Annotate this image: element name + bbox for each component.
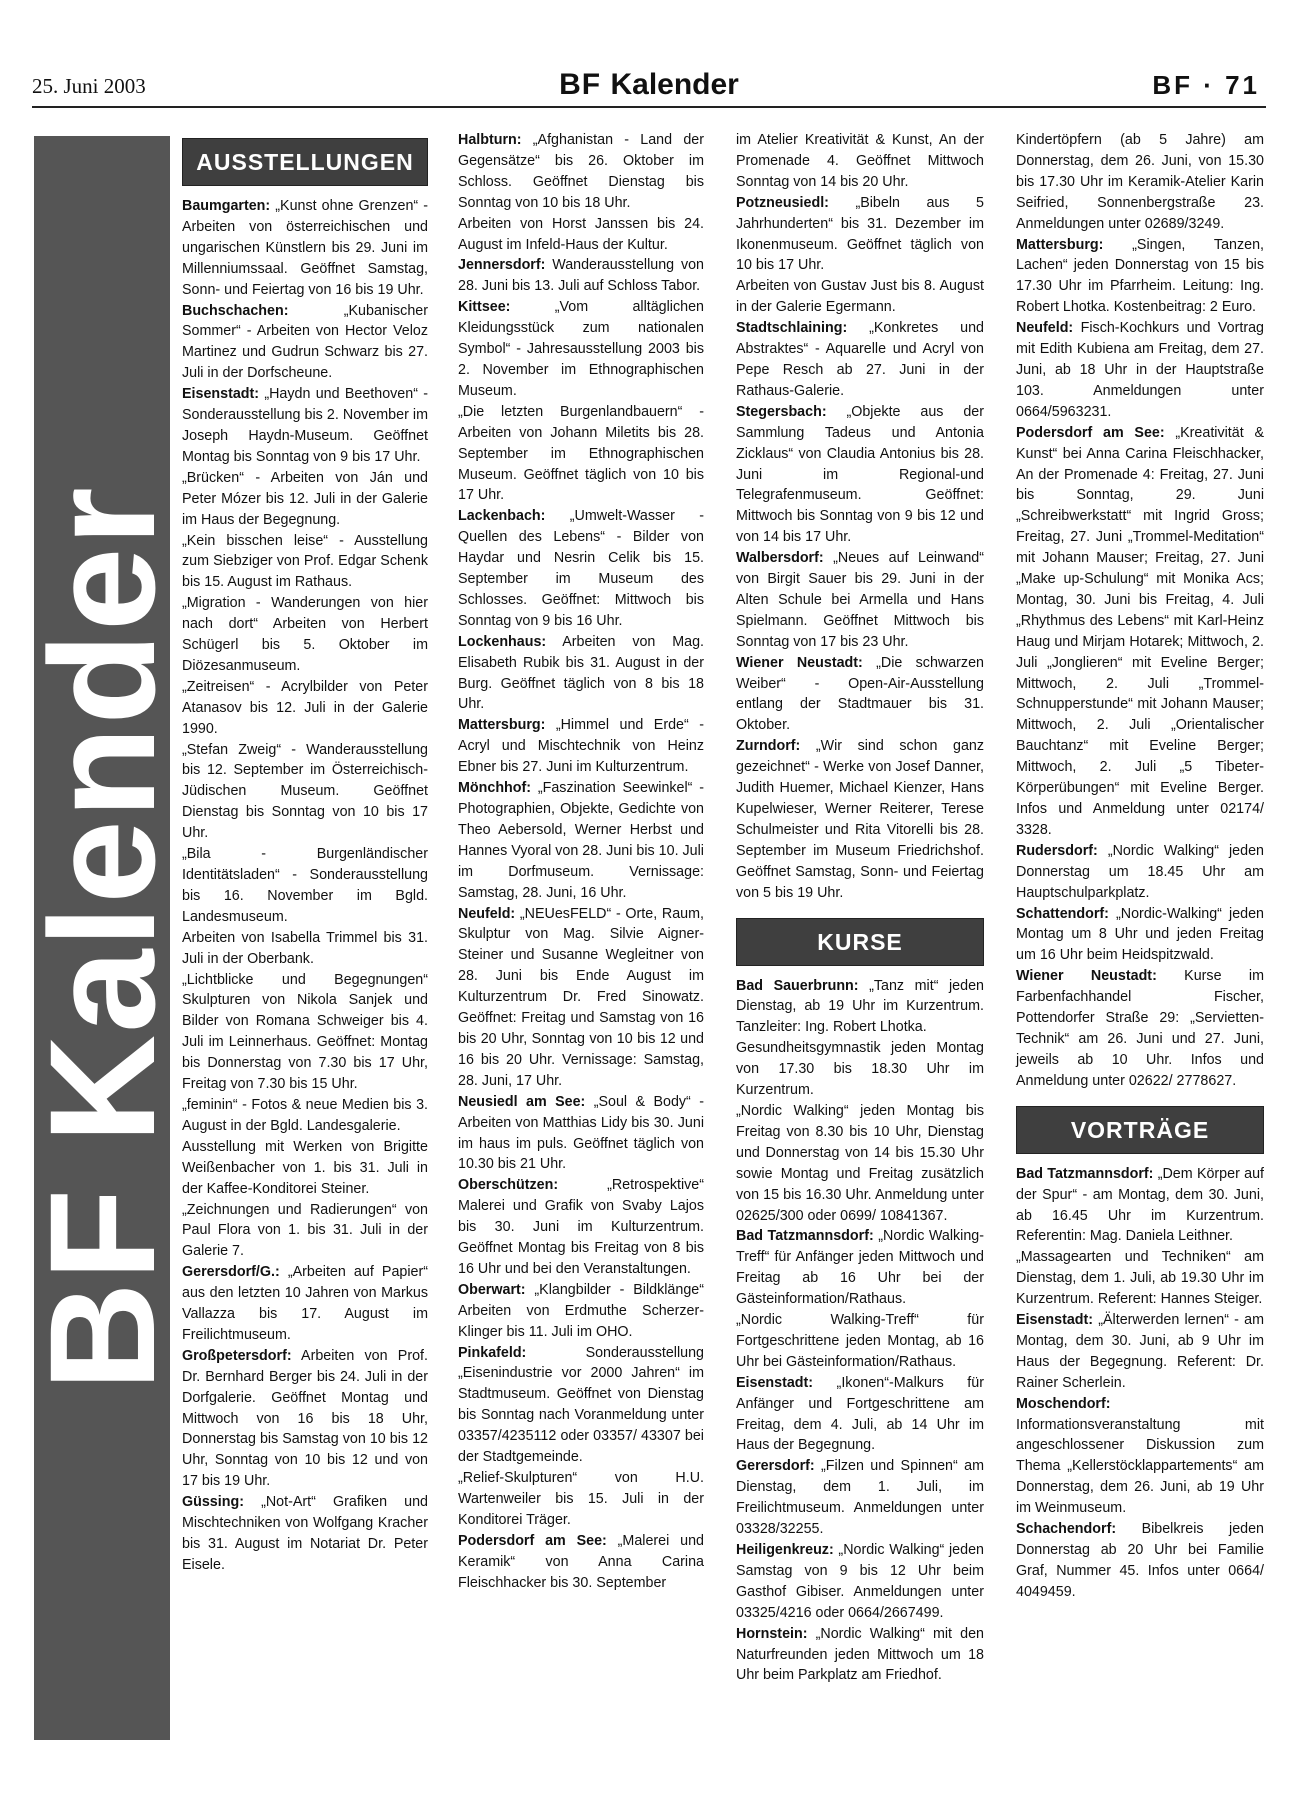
heading-kurse: KURSE [736,918,984,966]
entry-text: „Not-Art“ Grafiken und Mischtechniken von Wolfgang Kracher bis 31. August im Notariat Dr. Peter Eisele. [182,1494,428,1573]
calendar-entry [736,736,984,903]
calendar-entry [736,276,984,318]
entry-text: „Bibeln aus 5 Jahrhunderten“ bis 31. Dezember im Ikonenmuseum. Geöffnet täglich von 10 bis 17 Uhr. [736,194,984,274]
entry-text: Informationsveranstaltung mit angeschlossener Diskussion zum Thema „Kellerstöcklappartements“ am Donnerstag, dem 26. Juni, ab 19 Uhr im Weinmuseum. [1016,1416,1264,1517]
entry-text: „Nordic Walking“ jeden Samstag von 9 bis 12 Uhr beim Gasthof Gibiser. Anmeldungen unter 03325/4216 oder 0664/2667499. [736,1542,984,1621]
entry-text: Arbeiten von Prof. Dr. Bernhard Berger bis 24. Juli in der Dorfgalerie. Geöffnet Montag und Mittwoch von 16 bis 18 Uhr, Donnerstag bis Samstag von 10 bis 12 Uhr, Sonntag von 10 bis 12 und von 17 bis 19 Uhr. [182,1347,428,1490]
calendar-entry [182,1346,428,1492]
entries [736,130,984,904]
entry-place: Jennersdorf: [458,257,546,274]
calendar-entry [182,928,428,970]
entry-place: Bad Sauerbrunn: [736,977,859,994]
entry-text: „Nordic Walking“ jeden Donnerstag um 18.45 Uhr am Hauptschulparkplatz. [1016,842,1264,901]
entry-text: Kindertöpfern (ab 5 Jahre) am Donnerstag, dem 26. Juni, von 15.30 bis 17.30 Uhr im Keramik-Atelier Karin Seifried, Sonnenbergstraße 23. Anmeldungen unter 02689/3249. [1016,132,1264,232]
entry-text: „Migration - Wanderungen von hier nach dort“ Arbeiten von Herbert Schügerl bis 5. Oktober im Diözesanmuseum. [182,595,428,674]
entry-place: Podersdorf am See: [458,1532,607,1549]
calendar-entry [736,1226,984,1310]
calendar-entry [736,548,984,653]
calendar-entry [1016,130,1264,235]
entry-place: Neufeld: [458,905,516,922]
entry-text: „Kunst ohne Grenzen“ - Arbeiten von österreichischen und ungarischen Künstlern bis 29. Juni im Millenniumssaal. Geöffnet Samstag, Sonn- und Feiertag von 16 bis 19 Uhr. [182,198,428,298]
entry-place: Eisenstadt: [736,1374,814,1391]
calendar-entry [458,1175,704,1280]
calendar-entry [736,1373,984,1457]
entry-text: „Lichtblicke und Begegnungen“ Skulpturen von Nikola Sanjek und Bilder von Romana Schweiger bis 4. Juli im Leinnerhaus. Geöffnet: Montag bis Donnerstag von 7.30 bis 17 Uhr, Freitag von 7.30 bis 15 Uhr. [182,971,428,1093]
entry-place: Hornstein: [736,1625,808,1642]
entry-place: Mattersburg: [458,717,546,734]
entries [736,976,984,1687]
entry-text: „NEUesFELD“ - Orte, Raum, Skulptur von Mag. Silvie Aigner-Steiner und Susanne Wegleitner von 28. Juni bis Ende August im Kulturzentrum Dr. Fred Sinowatz. Geöffnet: Freitag und Samstag von 16 bis 20 Uhr, Sonntag von 10 bis 12 und 16 bis 20 Uhr. Vernissage: Samstag, 28. Juni, 17 Uhr. [458,905,704,1089]
entry-place: Baumgarten: [182,198,271,214]
entry-place: Gerersdorf/G.: [182,1264,280,1281]
entry-text: „Wir sind schon ganz gezeichnet“ - Werke von Josef Danner, Judith Huemer, Michael Kienzer, Hans Kupelwieser, Werner Reiterer, Terese Schulmeister und Rita Vitorelli bis 28. September im Museum Friedrichshof. Geöffnet Samstag, Sonn- und Feiertag von 5 bis 19 Uhr. [736,738,984,901]
entry-text: „Umwelt-Wasser - Quellen des Lebens“ - Bilder von Haydar und Nesrin Celik bis 15. September im Museum des Schlosses. Geöffnet: Mittwoch bis Sonntag von 9 bis 16 Uhr. [458,508,704,629]
entry-place: Kittsee: [458,299,511,316]
entry-place: Schachendorf: [1016,1521,1117,1538]
entry-text: „Himmel und Erde“ - Acryl und Mischtechnik von Heinz Ebner bis 27. Juni im Kulturzentrum. [458,717,704,776]
entry-place: Zurndorf: [736,738,801,755]
entries [458,130,704,1593]
calendar-entry [182,1137,428,1200]
entry-text: „Bila - Burgenländischer Identitätsladen“ - Sonderausstellung bis 16. November im Bgld. Landesmuseum. [182,846,428,925]
calendar-entry [458,1531,704,1594]
header-rule [32,106,1266,108]
calendar-entry [736,976,984,1039]
entry-text: „Soul & Body“ - Arbeiten von Matthias Lidy bis 30. Juni im haus im puls. Geöffnet täglich von 10.30 bis 21 Uhr. [458,1093,704,1173]
calendar-entry [458,1343,704,1468]
calendar-entry [736,402,984,548]
calendar-entry [182,1262,428,1346]
section-title-text: Kalender [610,68,739,101]
calendar-entry [182,531,428,594]
heading-vortraege: VORTRÄGE [1016,1106,1264,1154]
calendar-entry [458,904,704,1092]
entry-place: Neufeld: [1016,320,1074,337]
calendar-entry [1016,318,1264,423]
entry-text: „Retrospektive“ Malerei und Grafik von Svaby Lajos bis 30. Juni im Kulturzentrum. Geöffnet Montag bis Freitag von 8 bis 16 Uhr und bei den Veranstaltungen. [458,1177,704,1277]
entry-text: Gesundheitsgymnastik jeden Montag von 17.30 bis 18.30 Uhr im Kurzentrum. [736,1040,984,1099]
calendar-entry [1016,966,1264,1091]
entry-place: Rudersdorf: [1016,842,1098,859]
entries [182,196,428,1576]
entry-place: Wiener Neustadt: [1016,968,1157,985]
calendar-entry [458,715,704,778]
entry-text: im Atelier Kreativität & Kunst, An der Promenade 4. Geöffnet Mittwoch Sonntag von 14 bis 20 Uhr. [736,132,984,190]
entry-text: „Kubanischer Sommer“ - Arbeiten von Hector Veloz Martinez und Gudrun Schwarz bis 27. Juli in der Dorfscheune. [182,302,428,382]
column-1 [182,132,428,1576]
entry-text: „Kreativität & Kunst“ bei Anna Carina Fleischhacker, An der Promenade 4: Freitag, 27. Juni bis Sonntag, 29. Juni „Schreibwerkstatt“ mit Ingrid Gross; Freitag, 27. Juni „Trommel-Meditation“ mit Johann Mauser; Freitag, 27. Juni „Make up-Schulung“ mit Monika Acs; Montag, 30. Juni bis Freitag, 4. Juli „Rhythmus des Lebens“ mit Karl-Heinz Haug und Mirjam Hotarek; Mittwoch, 2. Juli „Jonglieren“ mit Eveline Berger; Mittwoch, 2. Juli „Trommel-Schnupperstunde“ mit Johann Mauser; Mittwoch, 2. Juli „Orientalischer Bauchtanz“ mit Eveline Berger; Mittwoch, 2. Juli „5 Tibeter-Körperübungen“ mit Eveline Berger. Infos und Anmeldung unter 02174/ 3328. [1016,424,1264,838]
entry-place: Wiener Neustadt: [736,654,863,671]
entry-text: „Zeitreisen“ - Acrylbilder von Peter Atanasov bis 12. Juli in der Galerie 1990. [182,678,428,737]
page-header [32,68,1266,102]
entry-text: „Vom alltäglichen Kleidungsstück zum nationalen Symbol“ - Jahresausstellung 2003 bis 2. November im Ethnographischen Museum. [458,299,704,399]
entry-place: Stegersbach: [736,403,827,420]
entry-text: „Relief-Skulpturen“ von H.U. Wartenweiler bis 15. Juli in der Konditorei Träger. [458,1470,704,1528]
entry-place: Halbturn: [458,132,522,148]
entry-place: Gerersdorf: [736,1458,815,1475]
entry-text: Bibelkreis jeden Donnerstag ab 20 Uhr bei Familie Graf, Nummer 45. Infos unter 0664/ 4049459. [1016,1521,1264,1600]
entry-text: „Faszination Seewinkel“ - Photographien, Objekte, Gedichte von Theo Aebersold, Werner Herbst und Hannes Vyoral von 28. Juni bis 10. Juli im Dorfmuseum. Vernissage: Samstag, 28. Juni, 16 Uhr. [458,780,704,901]
entry-text: Sonderausstellung „Eisenindustrie vor 2000 Jahren“ im Stadtmuseum. Geöffnet von Dienstag bis Sonntag nach Voranmeldung unter 03357/4235112 oder 03357/ 43307 bei der Stadtgemeinde. [458,1344,704,1466]
calendar-entry [736,1101,984,1226]
entry-text: „Klangbilder - Bildklänge“ Arbeiten von Erdmuthe Scherzer-Klinger bis 11. Juli im OHO. [458,1281,704,1340]
entry-place: Bad Tatzmannsdorf: [736,1228,874,1245]
calendar-entry [458,1280,704,1343]
calendar-entry [1016,1164,1264,1248]
calendar-entry [182,384,428,468]
issue-date: 25. Juni 2003 [32,74,146,98]
calendar-entry [736,1540,984,1624]
heading-ausstellungen: AUSSTELLUNGEN [182,138,428,186]
calendar-entry [458,1092,704,1176]
entry-place: Oberwart: [458,1281,526,1298]
entry-text: „Tanz mit“ jeden Dienstag, ab 19 Uhr im Kurzentrum. Tanzleiter: Ing. Robert Lhotka. [736,977,984,1036]
entry-text: Arbeiten von Isabella Trimmel bis 31. Juli in der Oberbank. [182,929,428,967]
calendar-entry [458,130,704,214]
calendar-entry [1016,1394,1264,1519]
entry-place: Neusiedl am See: [458,1093,586,1110]
entry-text: „Älterwerden lernen“ - am Montag, dem 30. Juni, ab 9 Uhr im Haus der Begegnung. Referent: Dr. Rainer Scherlein. [1016,1312,1264,1391]
entry-place: Potzneusiedl: [736,194,829,211]
calendar-entry [458,297,704,402]
calendar-entry [736,318,984,402]
entry-place: Eisenstadt: [182,386,260,403]
calendar-entry [458,778,704,903]
calendar-entry [1016,423,1264,841]
entry-text: Fisch-Kochkurs und Vortrag mit Edith Kubiena am Freitag, dem 27. Juni, ab 18 Uhr in der Hauptstraße 103. Anmeldungen unter 0664/5963231. [1016,320,1264,420]
column-2 [458,130,704,1593]
entry-place: Pinkafeld: [458,1344,527,1361]
entry-place: Mattersburg: [1016,236,1104,253]
calendar-entry [1016,904,1264,967]
calendar-entry [1016,235,1264,319]
entry-place: Lockenhaus: [458,633,547,650]
entry-text: Arbeiten von Mag. Elisabeth Rubik bis 31. August in der Burg. Geöffnet täglich von 8 bis 18 Uhr. [458,633,704,713]
calendar-entry [458,255,704,297]
calendar-entry [736,193,984,277]
entry-text: „Nordic Walking“ jeden Montag bis Freitag von 8.30 bis 10 Uhr, Dienstag und Donnerstag von 14 bis 15.30 Uhr sowie Montag und Freitag zusätzlich von 15 bis 16.30 Uhr. Anmeldung unter 02625/300 oder 0699/ 10841367. [736,1102,984,1224]
entry-place: Moschendorf: [1016,1395,1111,1412]
entry-text: „Singen, Tanzen, Lachen“ jeden Donnerstag von 15 bis 17.30 Uhr im Pfarrheim. Leitung: Ing. Robert Lhotka. Kostenbeitrag: 2 Euro. [1016,236,1264,316]
calendar-entry [182,301,428,385]
calendar-entry [458,402,704,507]
entry-text: „Malerei und Keramik“ von Anna Carina Fleischhacker bis 30. September [458,1532,704,1591]
calendar-entry [458,506,704,631]
calendar-entry [736,1310,984,1373]
entry-place: Schattendorf: [1016,905,1109,922]
entry-text: „Die schwarzen Weiber“ - Open-Air-Ausstellung entlang der Stadtmauer bis 31. Oktober. [736,654,984,734]
entry-text: „Nordic Walking“ mit den Naturfreunden jeden Mittwoch um 18 Uhr beim Parkplatz am Friedhof. [736,1625,984,1684]
entry-place: Bad Tatzmannsdorf: [1016,1165,1154,1182]
calendar-entry [736,130,984,193]
calendar-entry [182,740,428,845]
entry-place: Stadtschlaining: [736,320,848,337]
entry-text: „Die letzten Burgenlandbauern“ - Arbeiten von Johann Miletits bis 28. September im Ethnographischen Museum. Geöffnet täglich von 10 bis 17 Uhr. [458,403,704,504]
banner-text: BF Kalender [18,485,186,1391]
calendar-entry [458,214,704,256]
entry-text: „Nordic Walking-Treff“ für Fortgeschrittene jeden Montag, ab 16 Uhr bei Gästeinformation/Rathaus. [736,1312,984,1370]
entry-text: „Afghanistan - Land der Gegensätze“ bis 26. Oktober im Schloss. Geöffnet Dienstag bis Sonntag von 10 bis 18 Uhr. [458,132,704,211]
entry-place: Buchschachen: [182,302,289,319]
calendar-entry [1016,1519,1264,1603]
calendar-entry [182,593,428,677]
entry-text: „Haydn und Beethoven“ - Sonderausstellung bis 2. November im Joseph Haydn-Museum. Geöffnet Montag bis Sonntag von 9 bis 17 Uhr. [182,386,428,465]
entry-place: Mönchhof: [458,780,532,797]
entry-text: „Nordic Walking-Treff“ für Anfänger jeden Mittwoch und Freitag ab 16 Uhr bei der Gästeinformation/Rathaus. [736,1228,984,1308]
entry-text: Arbeiten von Horst Janssen bis 24. August im Infeld-Haus der Kultur. [458,215,704,253]
entry-place: Podersdorf am See: [1016,424,1165,441]
entry-text: „Dem Körper auf der Spur“ - am Montag, dem 30. Juni, ab 16.45 Uhr im Kurzentrum. Referentin: Mag. Daniela Leithner. [1016,1165,1264,1245]
entry-text: „Kein bisschen leise“ - Ausstellung zum Siebziger von Prof. Edgar Schenk bis 15. August im Rathaus. [182,532,428,591]
calendar-entry [458,632,704,716]
entry-place: Oberschützen: [458,1177,559,1194]
entry-place: Heiligenkreuz: [736,1542,834,1558]
bf-logo: BF [559,68,602,101]
entry-text: „Konkretes und Abstraktes“ - Aquarelle und Acryl von Pepe Resch ab 27. Juni in der Rathaus-Galerie. [736,320,984,399]
calendar-entry [182,196,428,301]
calendar-entry [182,970,428,1095]
column-4 [1016,130,1264,1603]
entry-text: Ausstellung mit Werken von Brigitte Weißenbacher von 1. bis 31. Juli in der Kaffee-Konditorei Steiner. [182,1138,428,1197]
side-banner [18,136,186,1740]
entry-text: „Ikonen“-Malkurs für Anfänger und Fortgeschrittene am Freitag, dem 4. Juli, ab 14 Uhr im Haus der Begegnung. [736,1374,984,1454]
calendar-entry [1016,841,1264,904]
calendar-entry [182,1492,428,1576]
entry-text: „feminin“ - Fotos & neue Medien bis 3. August in der Bgld. Landesgalerie. [182,1096,428,1134]
section-title [32,68,1266,102]
entry-text: Kurse im Farbenfachhandel Fischer, Pottendorfer Straße 29: „Servietten-Technik“ am 26. Juni und 27. Juni, jeweils ab 10 Uhr. Infos und Anmeldung unter 02622/ 2778627. [1016,968,1264,1089]
entry-text: „Filzen und Spinnen“ am Dienstag, dem 1. Juli, im Freilichtmuseum. Anmeldungen unter 03328/32255. [736,1458,984,1538]
calendar-entry [182,677,428,740]
entry-place: Lackenbach: [458,508,546,525]
calendar-entry [736,1456,984,1540]
page-number: BF · 71 [1152,70,1260,100]
entry-text: „Objekte aus der Sammlung Tadeus und Antonia Zicklaus“ von Claudia Antonius bis 28. Juni im Regional-und Telegrafenmuseum. Geöffnet: Mittwoch bis Sonntag von 9 bis 12 und von 14 bis 17 Uhr. [736,403,984,546]
calendar-entry [458,1468,704,1531]
calendar-entry [182,468,428,531]
entry-text: „Stefan Zweig“ - Wanderausstellung bis 12. September im Österreichisch-Jüdischen Museum. Geöffnet Dienstag bis Sonntag von 10 bis 17 Uhr. [182,741,428,842]
entry-text: „Arbeiten auf Papier“ aus den letzten 10 Jahren von Markus Vallazza bis 17. August im Freilichtmuseum. [182,1264,428,1343]
calendar-entry [736,1624,984,1687]
entry-text: „Neues auf Leinwand“ von Birgit Sauer bis 29. Juni in der Alten Schule bei Armella und Hans Spielmann. Geöffnet Mittwoch bis Sonntag von 17 bis 23 Uhr. [736,550,984,650]
entry-text: Wanderausstellung von 28. Juni bis 13. Juli auf Schloss Tabor. [458,257,704,295]
calendar-entry [182,844,428,928]
entries [1016,1164,1264,1603]
calendar-entry [182,1095,428,1137]
entry-place: Eisenstadt: [1016,1312,1094,1329]
calendar-entry [736,1038,984,1101]
calendar-entry [1016,1247,1264,1310]
entry-place: Güssing: [182,1494,244,1511]
column-3 [736,130,984,1686]
entry-text: „Zeichnungen und Radierungen“ von Paul Flora von 1. bis 31. Juli in der Galerie 7. [182,1201,428,1260]
entry-place: Walbersdorf: [736,550,824,567]
entry-text: Arbeiten von Gustav Just bis 8. August in der Galerie Egermann. [736,278,984,316]
entry-text: „Massagearten und Techniken“ am Dienstag, dem 1. Juli, ab 19.30 Uhr im Kurzentrum. Referent: Hannes Steiger. [1016,1249,1264,1308]
entries [1016,130,1264,1092]
entry-text: „Brücken“ - Arbeiten von Ján und Peter Mózer bis 12. Juli in der Galerie im Haus der Begegnung. [182,469,428,528]
calendar-entry [1016,1310,1264,1394]
calendar-entry [182,1200,428,1263]
entry-place: Großpetersdorf: [182,1347,292,1364]
entry-text: „Nordic-Walking“ jeden Montag um 8 Uhr und jeden Freitag um 16 Uhr beim Heidspitzwald. [1016,905,1264,964]
calendar-entry [736,653,984,737]
